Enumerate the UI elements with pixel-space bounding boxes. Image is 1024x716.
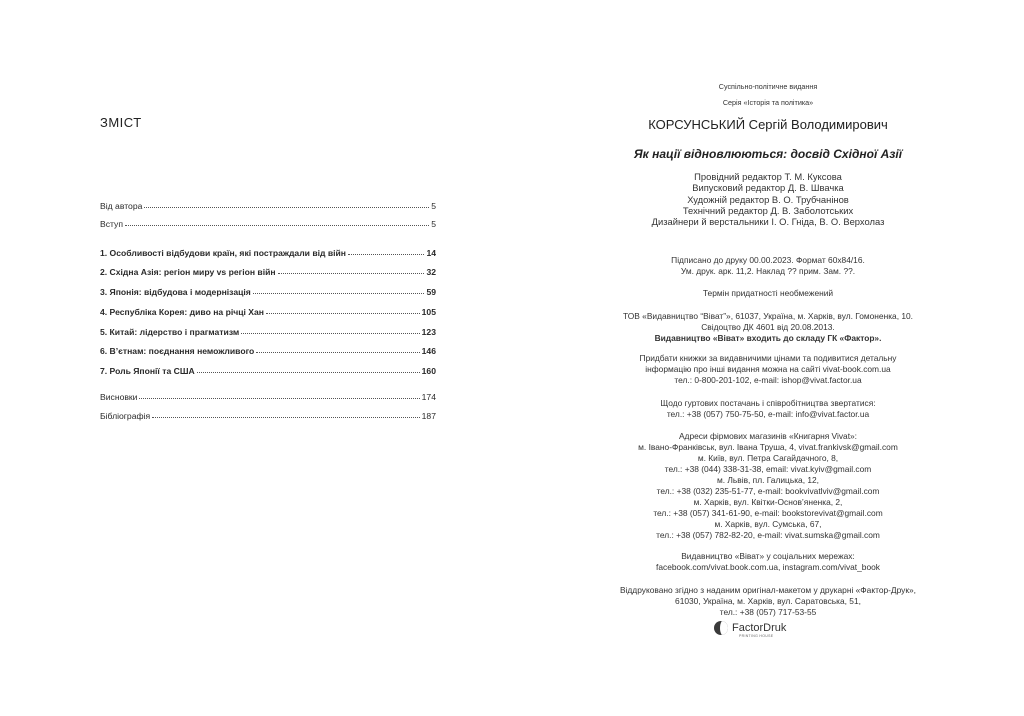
toc-entry — [100, 285, 436, 297]
factor-druk-logo — [714, 621, 786, 635]
factor-druk-logo-icon — [714, 621, 728, 635]
toc-entry-page: 146 — [421, 346, 436, 356]
buy-line: тел.: 0-800-201-102, e-mail: ishop@vivat.factor.ua — [674, 375, 862, 385]
stores-line: м. Івано-Франківськ, вул. Івана Труша, 4, vivat.frankivsk@gmail.com — [638, 442, 898, 452]
toc-entry-title: Вступ — [100, 219, 124, 229]
wholesale-line: Щодо гуртових постачань і співробітництва звертатися: — [660, 398, 876, 408]
toc-leader-dots — [139, 398, 419, 399]
editors-line: Художній редактор В. О. Трубчанінов — [687, 193, 849, 205]
stores-line: м. Харків, вул. Сумська, 67, — [714, 519, 822, 529]
publisher-line: ТОВ «Видавництво “Віват”», 61037, Україна, м. Харків, вул. Гомоненка, 10. — [623, 311, 913, 321]
toc-entry-page: 187 — [421, 411, 436, 421]
shelf-life-text: Термін придатності необмежений — [702, 288, 834, 298]
toc-leader-dots — [152, 417, 420, 418]
toc-entry — [100, 344, 436, 356]
editors-block — [512, 171, 1024, 227]
buy-line: інформацію про інші видання можна на сайті vivat-book.com.ua — [645, 364, 891, 374]
editors-line: Технічний редактор Д. В. Заболотських — [682, 204, 854, 216]
toc-entry-title: Бібліографія — [100, 411, 151, 421]
toc-entry-page: 32 — [426, 267, 436, 277]
stores-line: тел.: +38 (057) 782-82-20, e-mail: vivat.sumska@gmail.com — [656, 530, 880, 540]
toc-entry — [100, 265, 436, 277]
toc-entry — [100, 325, 436, 337]
toc-entry — [100, 217, 436, 229]
toc-leader-dots — [197, 372, 420, 373]
toc-entry — [100, 364, 436, 376]
toc-entry-title: 5. Китай: лідерство і прагматизм — [100, 327, 240, 337]
toc-entry-title: 1. Особливості відбудови країн, які постраждали від війн — [100, 248, 346, 258]
toc-entry-title: 4. Республіка Корея: диво на річці Хан — [100, 307, 264, 317]
toc-leader-dots — [125, 225, 429, 226]
wholesale-line: тел.: +38 (057) 750-75-50, e-mail: info@vivat.factor.ua — [666, 409, 870, 419]
toc-entry-title: 6. В’єтнам: поєднання неможливого — [100, 346, 255, 356]
toc-heading: ЗМІСТ — [100, 115, 142, 130]
toc-entry-page: 5 — [431, 219, 436, 229]
group-text: Видавництво «Віват» входить до складу ГК «Фактор». — [654, 333, 882, 343]
logo-text: FactorDruk — [732, 622, 787, 634]
toc-leader-dots — [241, 333, 419, 334]
print-info-block — [512, 255, 1024, 277]
toc-entry — [100, 390, 436, 402]
toc-entry-page: 123 — [421, 327, 436, 337]
editors-line: Випусковий редактор Д. В. Швачка — [692, 182, 844, 194]
buy-info-block — [512, 353, 1024, 386]
group-info — [512, 333, 1024, 344]
series-text: Серія «Історія та політика» — [722, 98, 814, 107]
toc-entry-title: Від автора — [100, 201, 143, 211]
stores-line: тел.: +38 (044) 338-31-38, email: vivat.kyiv@gmail.com — [664, 464, 872, 474]
toc-leader-dots — [348, 254, 424, 255]
social-line: Видавництво «Віват» у соціальних мережах: — [681, 551, 855, 561]
toc-entry-title: 2. Східна Азія: регіон миру vs регіон війн — [100, 267, 276, 277]
stores-line: м. Київ, вул. Петра Сагайдачного, 8, — [697, 453, 839, 463]
social-line: facebook.com/vivat.book.com.ua, instagram.com/vivat_book — [656, 562, 880, 572]
book-title: Як нації відновлюються: досвід Східної Азії — [633, 147, 903, 161]
toc-entry-page: 59 — [426, 287, 436, 297]
printed-line: Віддруковано згідно з наданим оригінал-макетом у друкарні «Фактор-Друк», — [619, 585, 917, 595]
stores-line: м. Харків, вул. Квітки-Основ’яненка, 2, — [693, 497, 843, 507]
toc-leader-dots — [266, 313, 420, 314]
toc-entry — [100, 409, 436, 421]
printed-line: тел.: +38 (057) 717-53-55 — [719, 607, 817, 617]
toc-leader-dots — [278, 273, 425, 274]
toc-entry-page: 105 — [421, 307, 436, 317]
print-info-line: Ум. друк. арк. 11,2. Наклад ?? прим. Зам. ??. — [680, 266, 856, 276]
shelf-life — [512, 288, 1024, 299]
toc-entry-page: 14 — [426, 248, 436, 258]
stores-block — [512, 431, 1024, 541]
editors-line: Провідний редактор Т. М. Куксова — [694, 171, 842, 182]
toc-entry — [100, 305, 436, 317]
publisher-block — [512, 311, 1024, 333]
toc-leader-dots — [256, 352, 419, 353]
toc-entry — [100, 199, 436, 211]
editors-line: Дизайнери й верстальники І. О. Гніда, В. О. Верхолаз — [651, 216, 885, 228]
printed-line: 61030, Україна, м. Харків, вул. Саратовська, 51, — [675, 596, 861, 606]
edition-type-text: Суспільно-політичне видання — [718, 82, 818, 91]
wholesale-block — [512, 398, 1024, 420]
toc-entry-title: 7. Роль Японії та США — [100, 366, 195, 376]
toc-entry-title: Висновки — [100, 392, 138, 402]
toc-entry-page: 160 — [421, 366, 436, 376]
logo-subtext: PRINTING HOUSE — [739, 634, 774, 638]
print-info-line: Підписано до друку 00.00.2023. Формат 60х84/16. — [671, 255, 865, 265]
stores-line: тел.: +38 (032) 235-51-77, e-mail: bookvivatlviv@gmail.com — [656, 486, 880, 496]
stores-line: тел.: +38 (057) 341-61-90, e-mail: bookstorevivat@gmail.com — [653, 508, 883, 518]
stores-line: Адреси фірмових магазинів «Книгарня Vivat»: — [678, 431, 858, 441]
toc-leader-dots — [144, 207, 429, 208]
toc-entry — [100, 246, 436, 258]
buy-line: Придбати книжки за видавничими цінами та подивитися детальну — [639, 353, 897, 363]
printed-block — [512, 585, 1024, 618]
stores-line: м. Львів, пл. Галицька, 12, — [716, 475, 819, 485]
series — [512, 98, 1024, 108]
author-name: КОРСУНСЬКИЙ Сергій Володимирович — [648, 117, 888, 132]
publisher-line: Свідоцтво ДК 4601 від 20.08.2013. — [701, 322, 835, 332]
edition-type — [512, 82, 1024, 92]
social-block — [512, 551, 1024, 573]
toc-leader-dots — [253, 293, 425, 294]
toc-entry-page: 174 — [421, 392, 436, 402]
toc-entry-page: 5 — [431, 201, 436, 211]
toc-entry-title: 3. Японія: відбудова і модернізація — [100, 287, 251, 297]
